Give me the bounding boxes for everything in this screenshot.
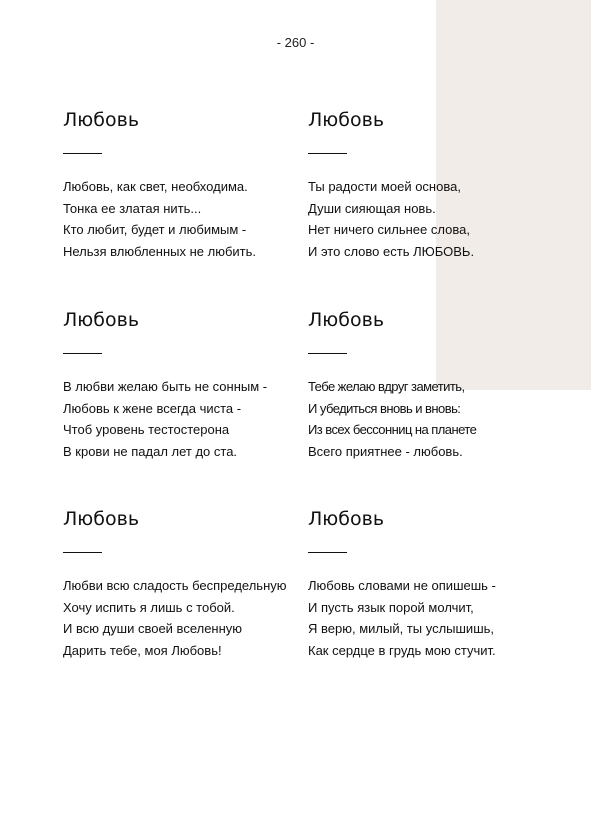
poem-title: Любовь [63, 309, 140, 331]
poem-line: Любовь к жене всегда чиста - [63, 400, 242, 416]
poem-title: Любовь [63, 508, 140, 530]
poem-line: Как сердце в грудь мою стучит. [308, 642, 496, 658]
poem-body [63, 176, 303, 262]
poem-title: Любовь [308, 508, 385, 530]
poem-line: В крови не падал лет до ста. [63, 443, 238, 459]
poem-line: И это слово есть ЛЮБОВЬ. [308, 243, 475, 259]
poem-line: Тебе желаю вдруг заметить, [308, 379, 465, 394]
poem-line: Любви всю сладость беспредельную [63, 578, 287, 593]
poem-title: Любовь [308, 309, 385, 331]
poem-line: Нет ничего сильнее слова, [308, 222, 470, 237]
page-number: - 260 - [276, 35, 315, 50]
title-divider [308, 353, 347, 354]
title-divider [308, 552, 347, 553]
poem-line: Нельзя влюбленных не любить. [63, 243, 256, 259]
title-divider [308, 153, 347, 154]
poem-line: И всю души своей вселенную [63, 621, 243, 636]
poem-title: Любовь [63, 109, 140, 131]
poem-line: В любви желаю быть не сонным - [63, 379, 268, 394]
title-divider [63, 353, 102, 354]
poem-card [63, 507, 303, 661]
poem-card [308, 108, 548, 262]
poem-line: Любовь словами не опишешь - [308, 578, 496, 593]
poem-line: Ты радости моей основа, [308, 179, 461, 194]
poem-body [308, 575, 548, 661]
poem-body [308, 176, 548, 262]
poem-body [308, 376, 548, 462]
poem-line: Всего приятнее - любовь. [308, 443, 463, 459]
poem-line: И пусть язык порой молчит, [308, 599, 474, 615]
poem-card [63, 308, 303, 462]
poem-line: Из всех бессонниц на планете [308, 422, 477, 437]
poem-line: Дарить тебе, моя Любовь! [63, 642, 222, 658]
poem-title: Любовь [308, 109, 385, 131]
poem-line: Хочу испить я лишь с тобой. [63, 599, 235, 615]
poem-body [63, 376, 303, 462]
poem-line: Тонка ее златая нить... [63, 200, 202, 216]
poem-line: Чтоб уровень тестостерона [63, 422, 230, 437]
poem-line: Души сияющая новь. [308, 200, 436, 216]
poem-card [308, 308, 548, 462]
poem-line: Кто любит, будет и любимым - [63, 222, 247, 237]
poem-line: Я верю, милый, ты услышишь, [308, 621, 495, 636]
poem-body [63, 575, 303, 661]
title-divider [63, 552, 102, 553]
poem-card [63, 108, 303, 262]
poem-line: И убедиться вновь и вновь: [308, 400, 461, 416]
poem-card [308, 507, 548, 661]
title-divider [63, 153, 102, 154]
poem-line: Любовь, как свет, необходима. [63, 179, 248, 194]
